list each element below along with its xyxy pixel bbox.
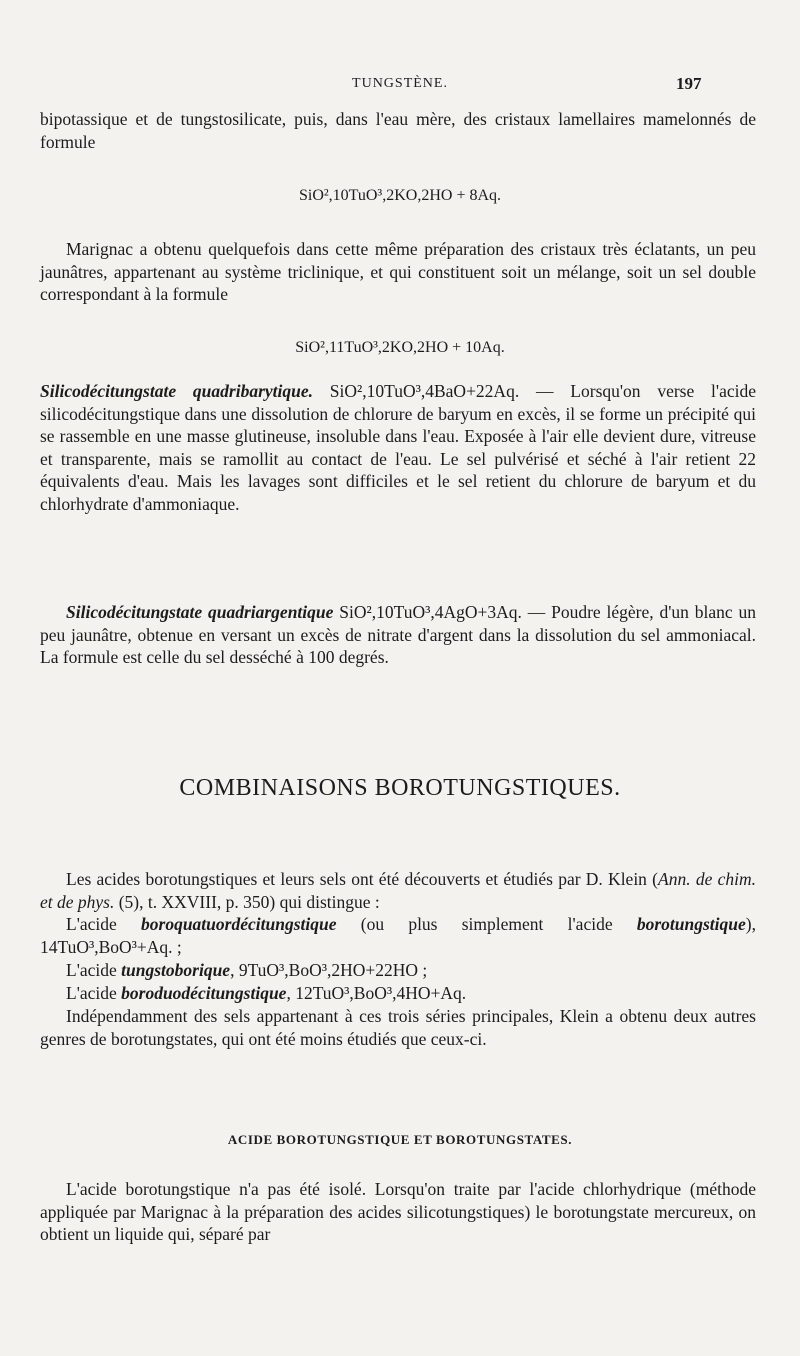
acid-1: L'acide boroquatuordécitungstique (ou plus simplement l'acide borotungstique), 14TuO³,BoO³+Aq. ;	[40, 914, 756, 957]
paragraph-silicodecitungstate-barytique	[40, 380, 756, 516]
compound-description: SiO²,10TuO³,4BaO+22Aq. — Lorsqu'on verse l'acide silicodécitungstique dans une dissolution de chlorure de baryum en excès, il se forme un précipité qui se rassemble en une masse glutineuse, insoluble dans l'eau. Exposée à l'air elle devient dure, vitreuse et transparente, mais se ramollit au contact de l'eau. Le sel pulvérisé et séché à l'air retient 22 équivalents d'eau. Mais les lavages sont difficiles et le sel retient du chlorure de baryum et du chlorhydrate d'ammoniaque.	[40, 381, 756, 514]
paragraph-silicodecitungstate-argentique	[40, 601, 756, 669]
compound-description: SiO²,10TuO³,4AgO+3Aq. — Poudre légère, d'un blanc un peu jaunâtre, obtenue en versant un excès de nitrate d'argent dans la dissolution du sel ammoniacal. La formule est celle du sel desséché à 100 degrés.	[40, 602, 757, 668]
paragraph-6: Indépendamment des sels appartenant à ces trois séries principales, Klein a obtenu deux autres genres de borotungstates, qui ont été moins étudiés que ceux-ci.	[40, 1006, 756, 1049]
formula-1: SiO²,10TuO³,2KO,2HO + 8Aq.	[298, 187, 502, 204]
acid-2: L'acide tungstoborique, 9TuO³,BoO³,2HO+22HO ;	[66, 960, 428, 980]
running-title: TUNGSTÈNE.	[352, 76, 448, 91]
paragraph-2: Marignac a obtenu quelquefois dans cette même préparation des cristaux très éclatants, un peu jaunâtres, appartenant au système triclinique, et qui constituent soit un mélange, soit un sel double correspondant à la formule	[40, 239, 756, 305]
paragraph-intro-borotungstiques: Les acides borotungstiques et leurs sels ont été découverts et étudiés par D. Klein (Ann. de chim. et de phys. (5), t. XXVIII, p. 350) qui distingue :	[40, 869, 756, 912]
formula-2: SiO²,11TuO³,2KO,2HO + 10Aq.	[295, 339, 505, 356]
journal-reference: Ann. de chim. et de phys.	[40, 869, 756, 912]
compound-title: Silicodécitungstate quadribarytique.	[40, 381, 313, 401]
paragraph-1: bipotassique et de tungstosilicate, puis, dans l'eau mère, des cristaux lamellaires mamelonnés de formule	[40, 109, 756, 152]
paragraph-7: L'acide borotungstique n'a pas été isolé. Lorsqu'on traite par l'acide chlorhydrique (méthode appliquée par Marignac à la préparation des acides silicotungstiques) le borotungstate mercureux, on obtient un liquide qui, séparé par	[40, 1179, 756, 1245]
acid-3: L'acide boroduodécitungstique, 12TuO³,BoO³,4HO+Aq.	[66, 983, 467, 1003]
section-title: COMBINAISONS BOROTUNGSTIQUES.	[179, 775, 621, 801]
page-number: 197	[676, 74, 702, 93]
subsection-title: ACIDE BOROTUNGSTIQUE ET BOROTUNGSTATES.	[227, 1132, 573, 1147]
compound-title: Silicodécitungstate quadriargentique	[66, 602, 334, 622]
